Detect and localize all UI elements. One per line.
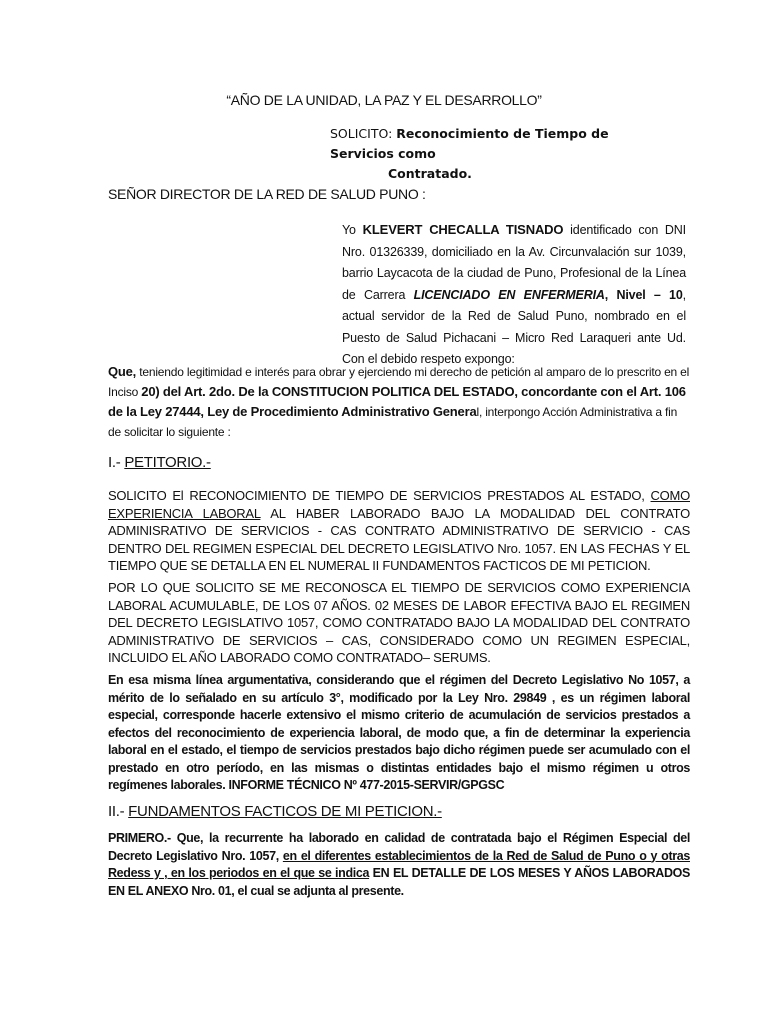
solicito-line-2: Contratado.	[388, 166, 472, 181]
year-motto: “AÑO DE LA UNIDAD, LA PAZ Y EL DESARROLLO”	[226, 92, 542, 108]
intro-yo: Yo	[342, 223, 363, 237]
solicito-label: SOLICITO:	[330, 126, 393, 141]
section-heading-petitorio	[108, 454, 211, 471]
section-2-title: FUNDAMENTOS FACTICOS DE MI PETICION.-	[128, 803, 442, 820]
solicito-subject: Reconocimiento de Tiempo de Servicios como	[330, 126, 609, 161]
addressee: SEÑOR DIRECTOR DE LA RED DE SALUD PUNO :	[108, 186, 426, 202]
petitorio-p1-b: AL HABER LABORADO BAJO LA MODALIDAD DEL CONTRATO ADMINISRATIVO DE SERVICIOS - CAS CONTRATO ADMINISTRATIVO DE SERVICIO - CAS DENTRO DEL REGIMEN ESPECIAL DEL DECRETO LEGISLATIVO Nro. 1057. EN LAS FECHAS Y EL TIEMPO QUE SE DETALLA EN EL NUMERAL II FUNDAMENTOS FACTICOS DE MI PETICION.	[108, 505, 690, 573]
section-1-prefix: I.-	[108, 454, 125, 471]
que-text-1: teniendo legitimidad e interés para obrar y ejerciendo mi derecho de petición al amparo de lo prescrito en el Inciso	[108, 365, 690, 399]
que-word: Que,	[108, 364, 137, 379]
solicito-block	[330, 124, 670, 184]
petitorio-paragraph-2: POR LO QUE SOLICITO SE ME RECONOSCA EL TIEMPO DE SERVICIOS COMO EXPERIENCIA LABORAL ACUMULABLE, DE LOS 07 AÑOS. 02 MESES DE LABOR EFECTIVA BAJO EL REGIMEN DEL DECRETO LEGISLATIVO 1057, COMO CONTRATADO BAJO LA MODALIDAD DEL CONTRATO ADMINISTRATIVO DE SERVICIOS – CAS, CONSIDERADO COMO UN REGIMEN ESPECIAL, INCLUIDO EL AÑO LABORADO COMO CONTRATADO– SERUMS.	[108, 580, 690, 665]
intro-paragraph	[342, 219, 686, 371]
applicant-title: LICENCIADO EN ENFERMERIA	[413, 287, 605, 302]
petitorio-p1-underlined: COMO EXPERIENCIA LABORAL	[108, 488, 690, 521]
fundamentos-underlined: en el diferentes establecimientos de la Red de Salud de Puno o y otras Redess y , en los periodos en el que se indica	[108, 848, 690, 880]
intro-text-1: identificado con DNI Nro. 01326339, domiciliado en la Av. Circunvalación sur 1039, barrio Laycacota de la ciudad de Puno, Profesional de la Línea de Carrera	[342, 223, 686, 302]
solicito-line-1	[330, 124, 670, 164]
petitorio-paragraph-1	[108, 487, 690, 575]
que-text-2: l, interpongo Acción Administrativa a fin de solicitar lo siguiente :	[108, 405, 678, 439]
que-legal-reference: 20) del Art. 2do. De la CONSTITUCION POLITICA DEL ESTADO, concordante con el Art. 106 de la Ley 27444, Ley de Procedimiento Administrativo Genera	[108, 384, 686, 419]
fundamentos-paragraph-1	[108, 830, 690, 900]
petitorio-paragraph-3: En esa misma línea argumentativa, considerando que el régimen del Decreto Legislativo No 1057, a mérito de lo señalado en su artículo 3°, modificado por la Ley Nro. 29849 , es un régimen laboral especial, corresponde hacerle extensivo el mismo criterio de acumulación de servicios prestados a efectos del reconocimiento de experiencia laboral, de modo que, a fin de determinar la experiencia laboral en el estado, el tiempo de servicios prestados bajo dicho régimen puede ser acumulado con el prestado en otro período, en las mismas o distintas entidades bajo el mismo régimen u otros regímenes laborales. INFORME TÉCNICO Nº 477-2015-SERVIR/GPGSC	[108, 673, 690, 792]
applicant-name: KLEVERT CHECALLA TISNADO	[362, 222, 564, 237]
section-2-prefix: II.-	[108, 803, 129, 820]
applicant-level: , Nivel – 10	[604, 287, 683, 302]
que-paragraph	[108, 362, 690, 442]
section-heading-fundamentos	[108, 803, 442, 820]
intro-text-2: , actual servidor de la Red de Salud Puno, nombrado en el Puesto de Salud Pichacani – Micro Red Laraqueri ante Ud. Con el debido respeto expongo:	[342, 287, 686, 366]
fundamentos-a: PRIMERO.- Que, la recurrente ha laborado en calidad de contratada bajo el Régimen Especial del Decreto Legislativo Nro. 1057,	[108, 831, 690, 863]
section-1-title: PETITORIO.-	[124, 454, 211, 471]
petitorio-p1-a: SOLICITO El RECONOCIMIENTO DE TIEMPO DE SERVICIOS PRESTADOS AL ESTADO,	[108, 488, 651, 503]
fundamentos-b: EN EL DETALLE DE LOS MESES Y AÑOS LABORADOS EN EL ANEXO Nro. 01, el cual se adjunta al presente.	[108, 866, 691, 898]
